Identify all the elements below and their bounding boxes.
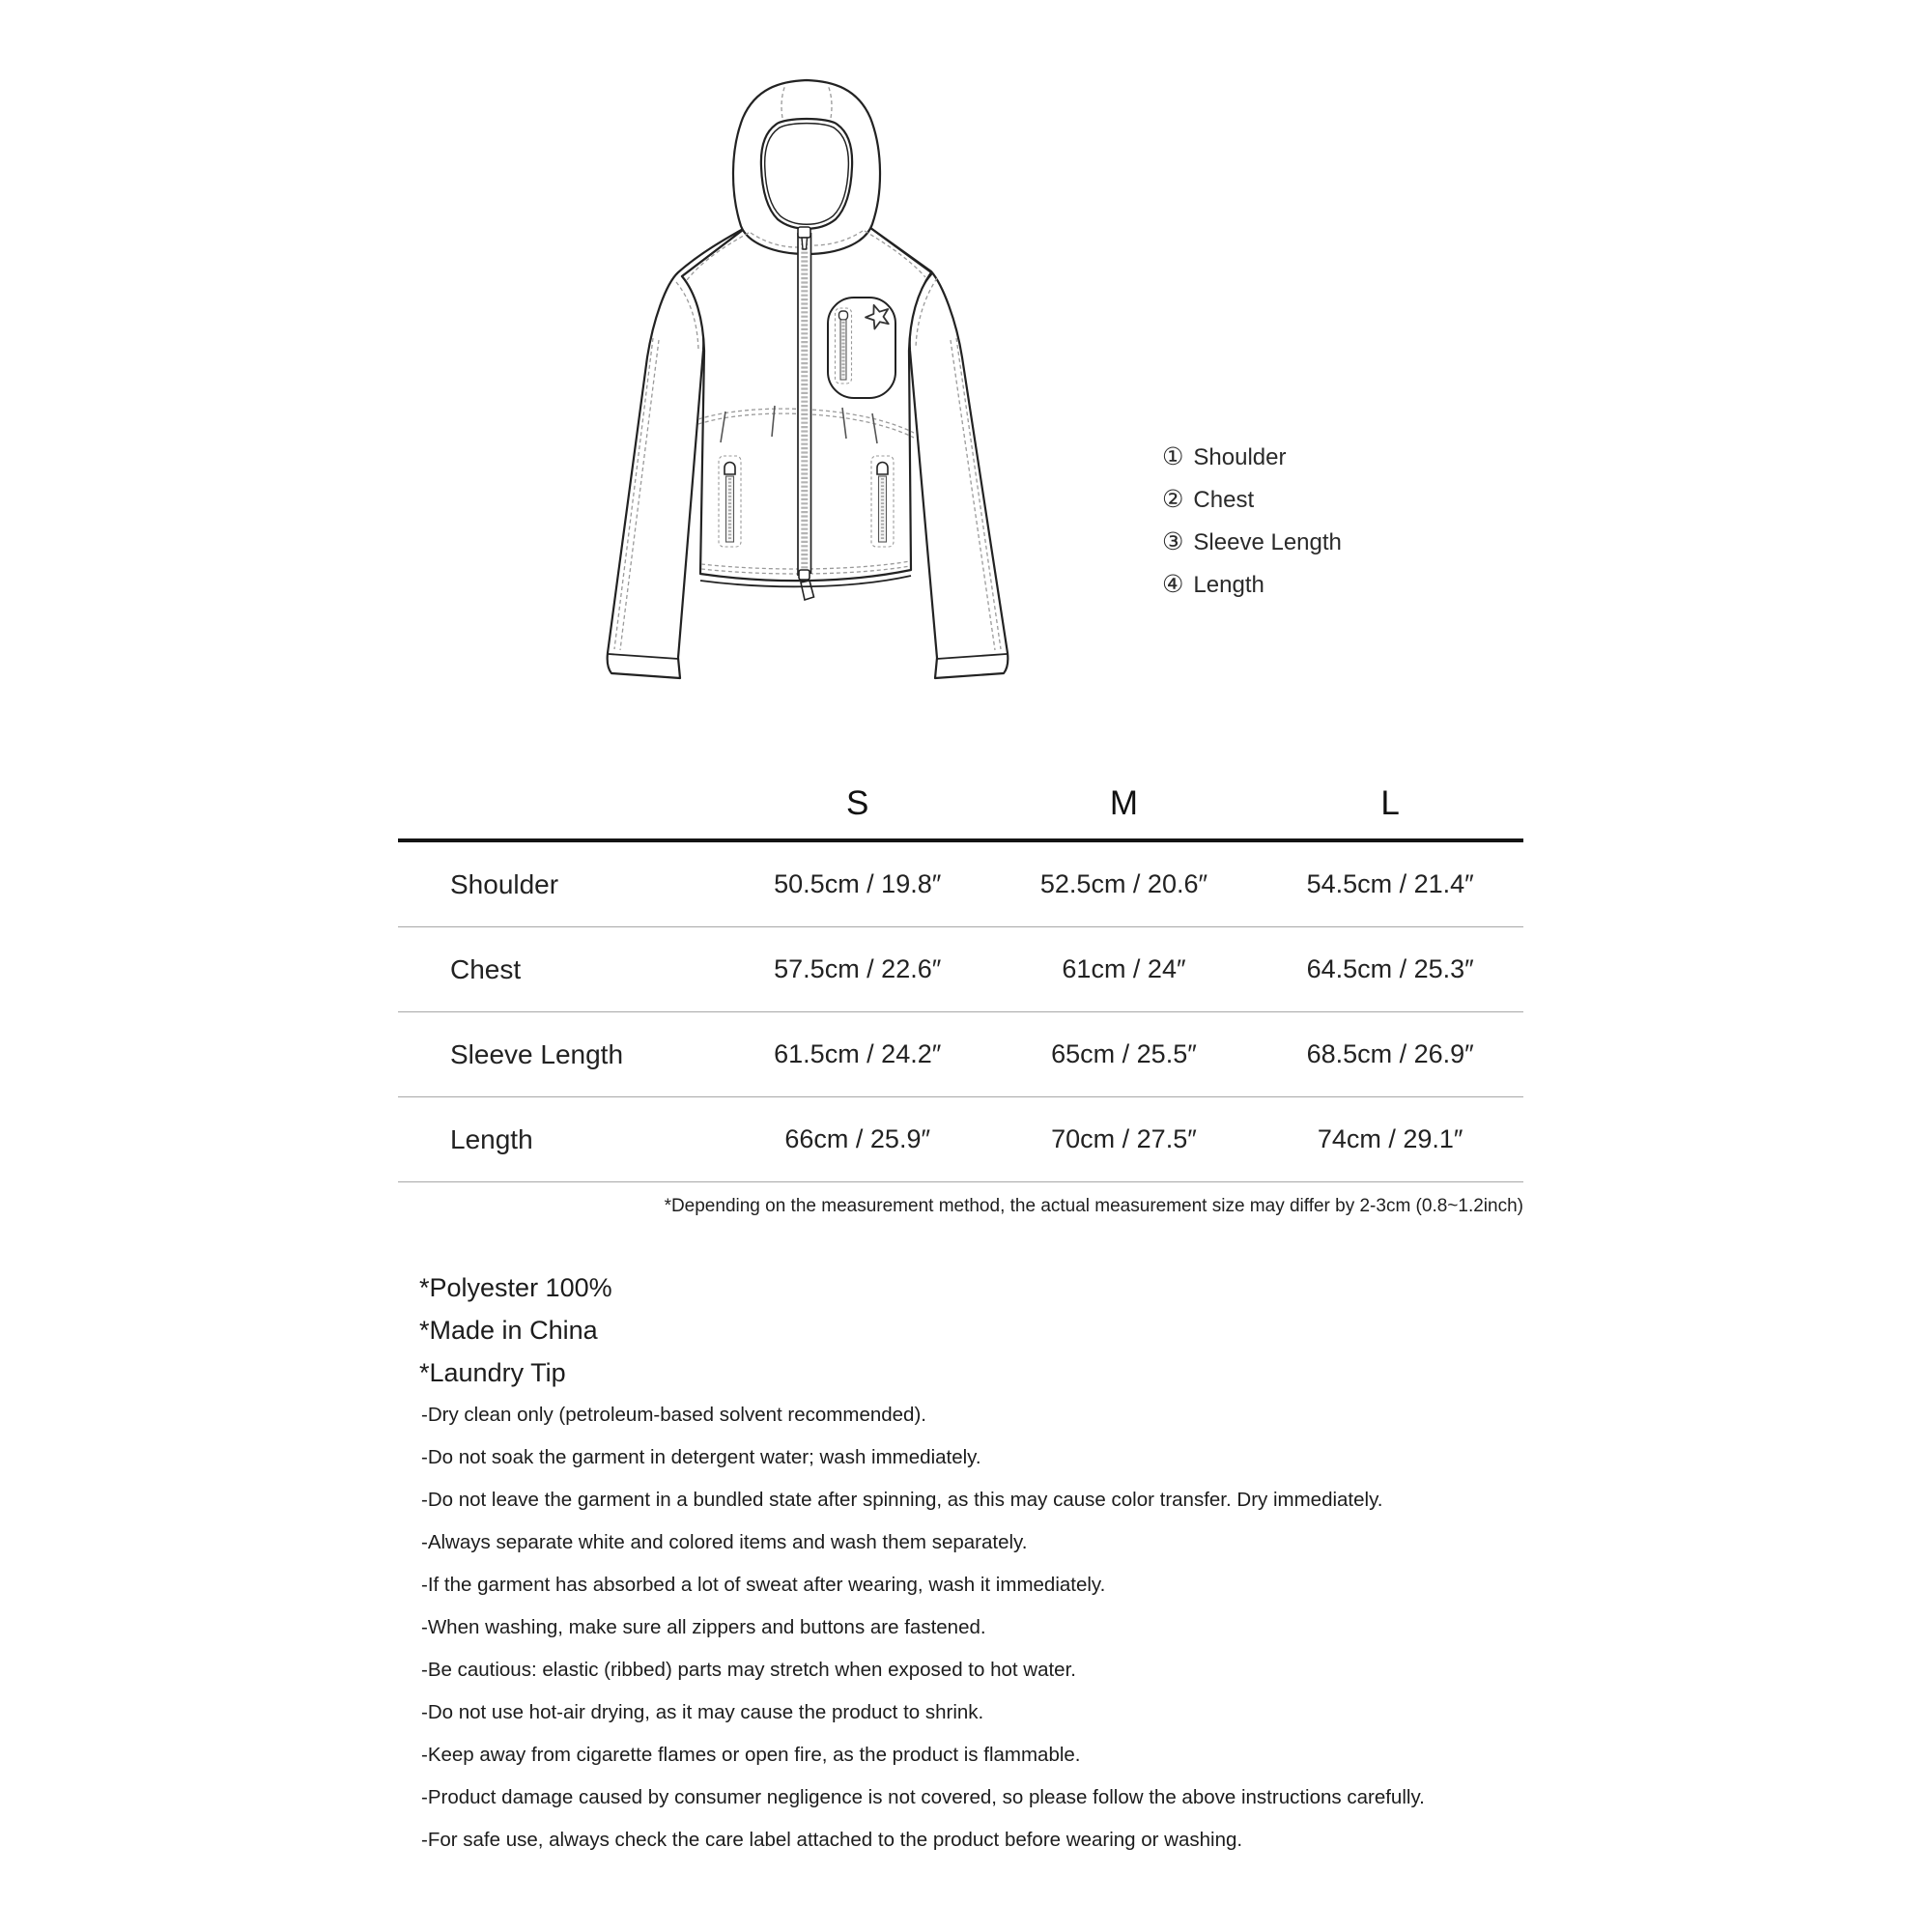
size-table [398, 769, 1523, 1217]
legend-item-chest [1162, 478, 1342, 521]
row-label: Chest [450, 953, 522, 984]
value-cell: 68.5cm / 26.9″ [1306, 1039, 1474, 1068]
legend-item-shoulder [1162, 436, 1342, 478]
care-instruction: -Always separate white and colored items and wash them separately. [421, 1531, 1028, 1553]
circled-4-icon: ④ [1162, 571, 1184, 598]
care-instruction: -Product damage caused by consumer negligence is not covered, so please follow the above instructions carefully. [421, 1786, 1425, 1808]
header-col-s: S [846, 784, 869, 822]
table-row-sleeve-length [398, 1012, 1523, 1097]
product-info [419, 1266, 612, 1394]
row-label: Length [450, 1123, 533, 1154]
front-zipper [798, 227, 814, 600]
legend-label: Shoulder [1193, 444, 1287, 470]
jacket-illustration [551, 58, 1130, 696]
legend-label: Chest [1193, 487, 1255, 513]
measurement-legend [1162, 436, 1342, 606]
row-label: Sleeve Length [450, 1038, 624, 1069]
chest-pocket [828, 298, 895, 398]
info-material: *Polyester 100% [419, 1273, 612, 1302]
value-cell: 65cm / 25.5″ [1051, 1039, 1197, 1068]
table-row-length [398, 1097, 1523, 1182]
legend-label: Sleeve Length [1193, 529, 1342, 555]
info-origin: *Made in China [419, 1316, 598, 1345]
size-table-header [398, 769, 1523, 842]
care-instruction: -Do not soak the garment in detergent water; wash immediately. [421, 1446, 981, 1468]
row-label: Shoulder [450, 868, 559, 899]
care-instruction: -Be cautious: elastic (ribbed) parts may stretch when exposed to hot water. [421, 1659, 1076, 1681]
value-cell: 64.5cm / 25.3″ [1306, 954, 1474, 983]
value-cell: 61.5cm / 24.2″ [774, 1039, 942, 1068]
hooded-jacket-flat-sketch [551, 58, 1130, 696]
circled-2-icon: ② [1162, 486, 1184, 513]
value-cell: 66cm / 25.9″ [784, 1124, 931, 1153]
care-instruction: -If the garment has absorbed a lot of sweat after wearing, wash it immediately. [421, 1574, 1106, 1596]
care-instruction: -Do not leave the garment in a bundled state after spinning, as this may cause color transfer. Dry immediately. [421, 1489, 1383, 1511]
header-col-l: L [1380, 784, 1400, 822]
value-cell: 54.5cm / 21.4″ [1306, 869, 1474, 898]
care-instruction: -Dry clean only (petroleum-based solvent recommended). [421, 1404, 926, 1426]
value-cell: 70cm / 27.5″ [1051, 1124, 1197, 1153]
legend-item-sleeve-length [1162, 521, 1342, 563]
circled-1-icon: ① [1162, 443, 1184, 470]
table-row-shoulder [398, 842, 1523, 927]
value-cell: 52.5cm / 20.6″ [1039, 869, 1208, 898]
legend-item-length [1162, 563, 1342, 606]
care-instruction: -Keep away from cigarette flames or open fire, as the product is flammable. [421, 1744, 1081, 1766]
value-cell: 61cm / 24″ [1062, 954, 1186, 983]
care-instruction: -For safe use, always check the care label attached to the product before wearing or washing. [421, 1829, 1243, 1851]
table-row-chest [398, 927, 1523, 1012]
circled-3-icon: ③ [1162, 528, 1184, 555]
care-instructions [421, 1394, 1425, 1861]
header-col-m: M [1109, 784, 1139, 822]
care-instruction: -Do not use hot-air drying, as it may cause the product to shrink. [421, 1701, 984, 1723]
value-cell: 50.5cm / 19.8″ [774, 869, 942, 898]
measurement-note: *Depending on the measurement method, the actual measurement size may differ by 2-3cm (0.8~1.2inch) [664, 1196, 1523, 1216]
info-laundry-tip-heading: *Laundry Tip [419, 1358, 566, 1387]
zipper-pull [801, 581, 814, 600]
legend-label: Length [1193, 572, 1264, 598]
value-cell: 57.5cm / 22.6″ [774, 954, 942, 983]
value-cell: 74cm / 29.1″ [1317, 1124, 1463, 1153]
care-instruction: -When washing, make sure all zippers and buttons are fastened. [421, 1616, 986, 1638]
